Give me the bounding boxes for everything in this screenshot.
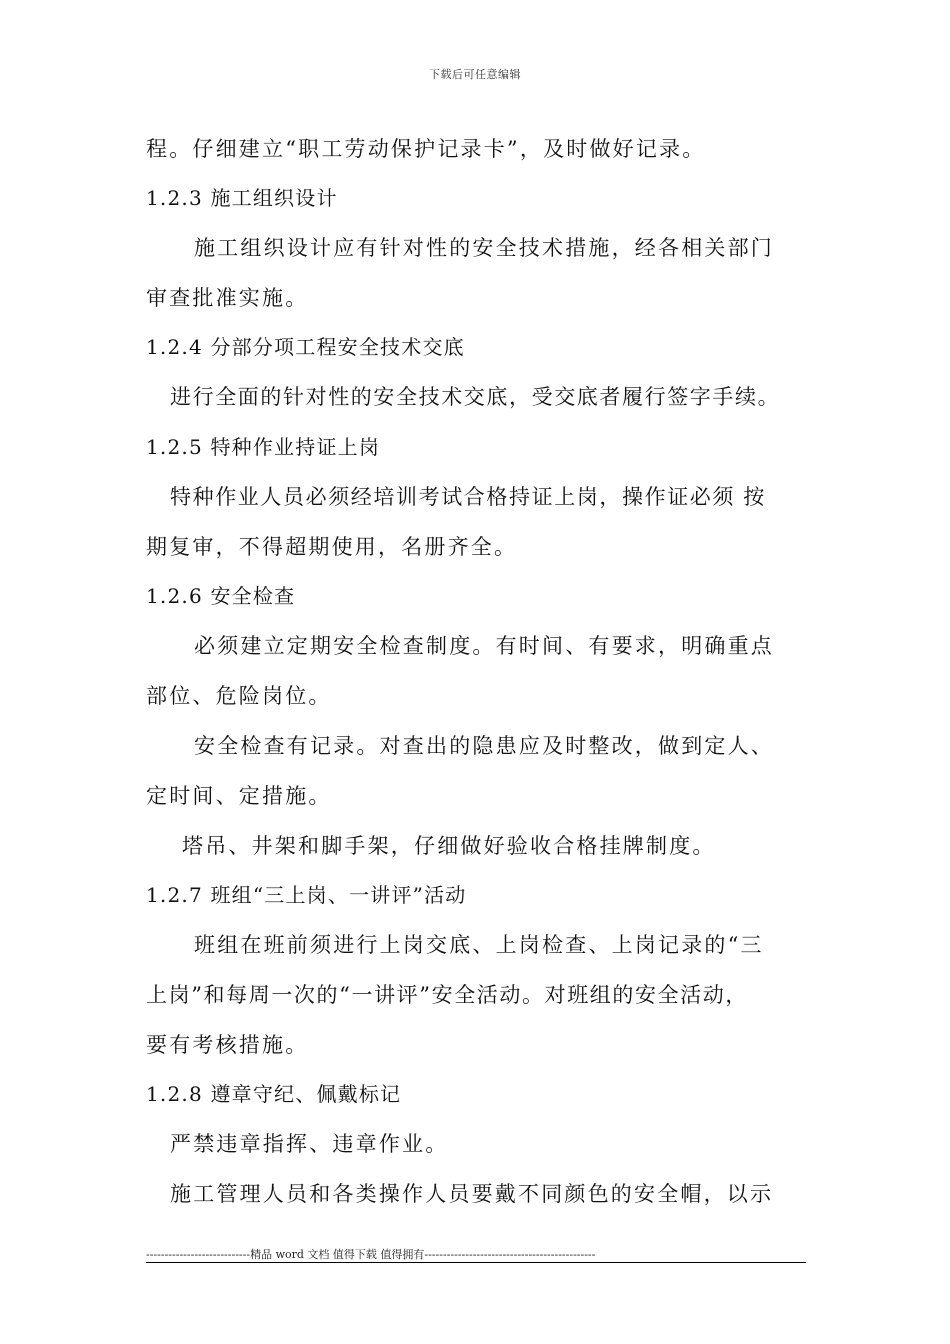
body-line: 特种作业人员必须经培训考试合格持证上岗，操作证必须 按 — [170, 485, 766, 509]
body-line: 严禁违章指挥、违章作业。 — [170, 1132, 449, 1156]
section-heading: 1.2.6 安全检查 — [146, 584, 296, 608]
page-footer: ----------------------------精品 word 文档 值得下载 值得拥有---------------------------------------------- — [146, 1248, 596, 1261]
section-heading: 1.2.5 特种作业持证上岗 — [146, 435, 381, 459]
body-line: 班组在班前须进行上岗交底、上岗检查、上岗记录的“三 — [194, 933, 764, 957]
body-line: 进行全面的针对性的安全技术交底，受交底者履行签字手续。 — [170, 385, 781, 409]
body-line: 定时间、定措施。 — [146, 784, 332, 808]
body-line: 安全检查有记录。对查出的隐患应及时整改，做到定人、 — [194, 734, 774, 758]
body-line: 要有考核措施。 — [146, 1033, 309, 1057]
body-line: 审查批准实施。 — [146, 286, 309, 310]
page-header: 下载后可任意编辑 — [429, 68, 521, 81]
body-line: 施工管理人员和各类操作人员要戴不同颜色的安全帽，以示 — [170, 1182, 774, 1206]
body-line: 期复审，不得超期使用，名册齐全。 — [146, 535, 518, 559]
body-line: 必须建立定期安全检查制度。有时间、有要求，明确重点 — [194, 634, 774, 658]
section-heading: 1.2.3 施工组织设计 — [146, 186, 338, 210]
section-heading: 1.2.7 班组“三上岗、一讲评”活动 — [146, 883, 467, 907]
section-heading: 1.2.4 分部分项工程安全技术交底 — [146, 335, 465, 359]
body-line: 程。仔细建立“职工劳动保护记录卡”，及时做好记录。 — [146, 137, 706, 161]
body-line: 塔吊、井架和脚手架，仔细做好验收合格挂牌制度。 — [182, 834, 716, 858]
footer-rule — [146, 1262, 806, 1263]
body-line: 上岗”和每周一次的“一讲评”安全活动。对班组的安全活动， — [146, 983, 749, 1007]
body-line: 部位、危险岗位。 — [146, 684, 332, 708]
section-heading: 1.2.8 遵章守纪、佩戴标记 — [146, 1082, 402, 1106]
body-line: 施工组织设计应有针对性的安全技术措施，经各相关部门 — [194, 236, 774, 260]
